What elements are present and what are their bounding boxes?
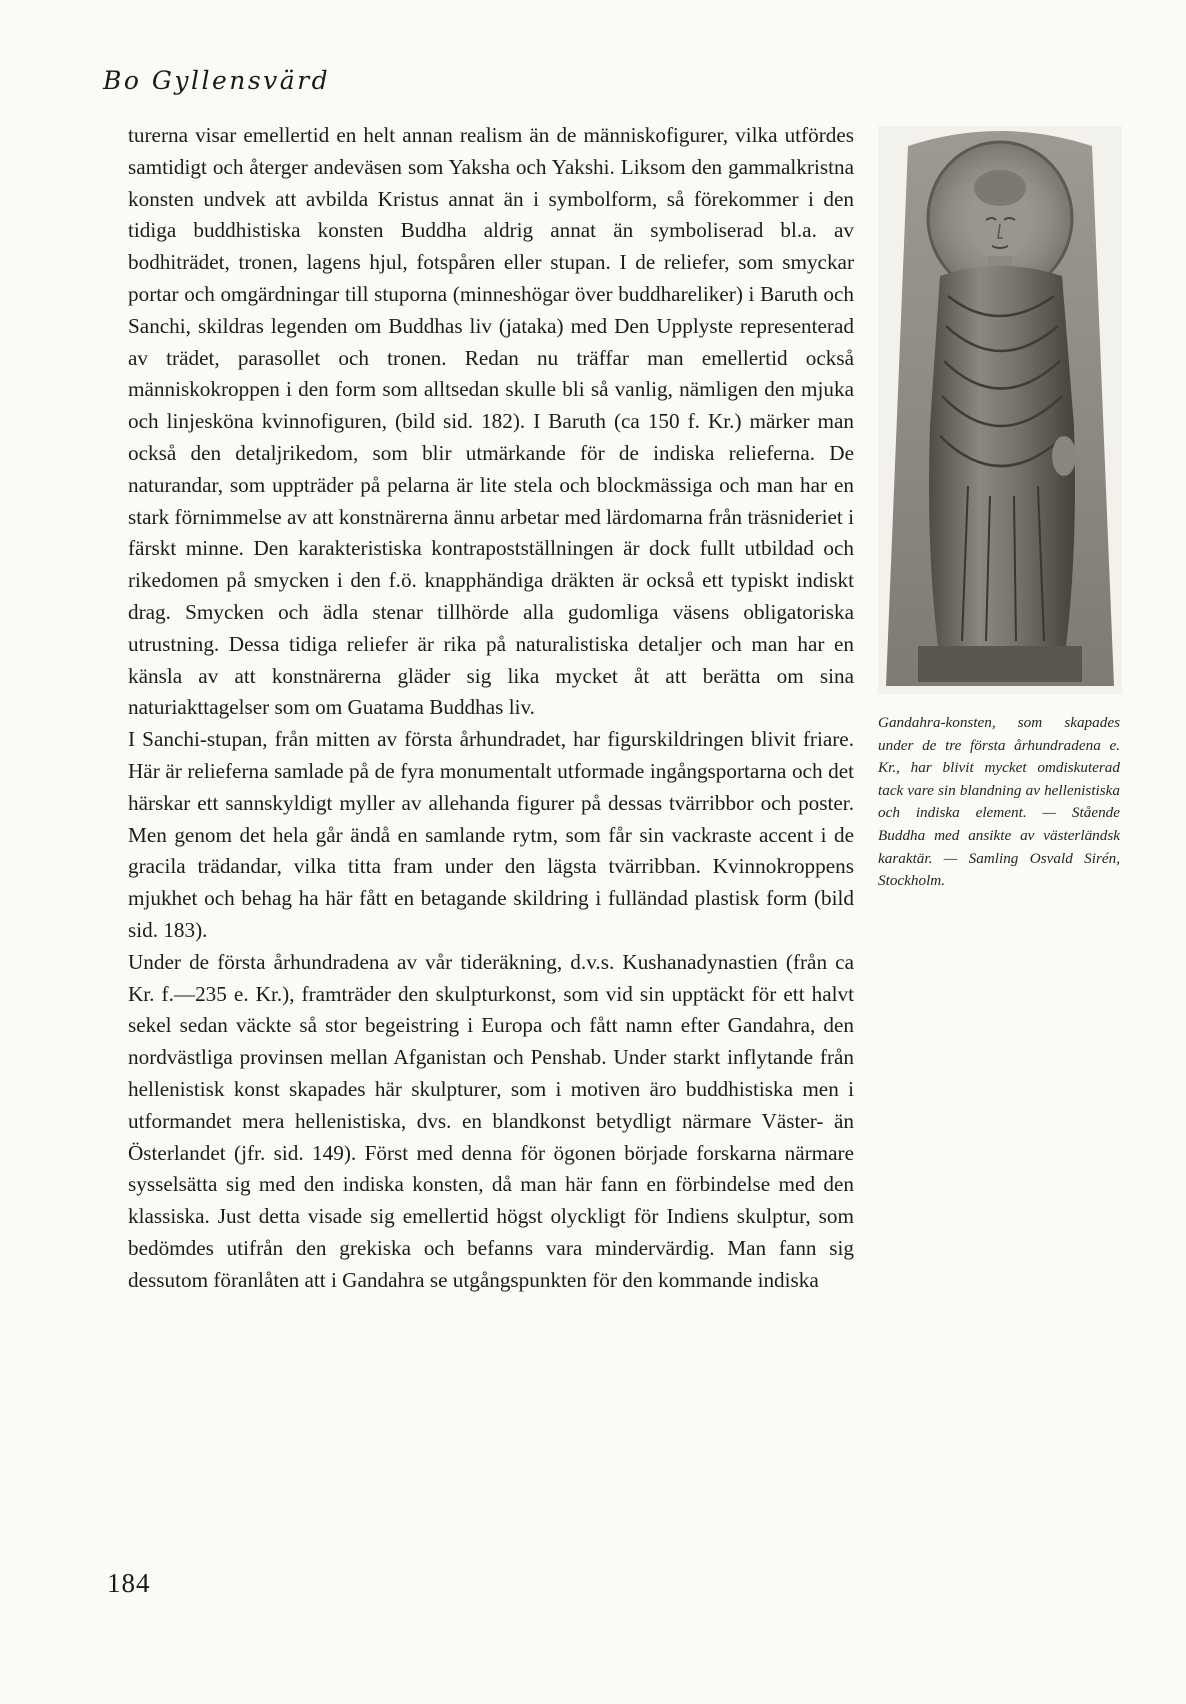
standing-buddha-illustration xyxy=(878,126,1122,694)
paragraph-2: I Sanchi-stupan, från mitten av första århundradet, har figurskildringen blivit friare. Här är relieferna samlade på de fyra monumentalt utformade ingångsportarna och det härskar ett sannskyldigt myller av allehanda figurer på dessas tvärribbor och poster. Men genom det hela går ändå en samlande rytm, som får sin vackraste accent i de gracila trädandar, vilka titta fram under den lägsta tvärribban. Kvinnokroppens mjukhet och behag ha här fått en betagande skildring i fulländad plastisk form (bild sid. 183). xyxy=(128,727,854,942)
body-text xyxy=(128,120,854,1296)
page-number: 184 xyxy=(107,1568,151,1598)
paragraph-1: turerna visar emellertid en helt annan realism än de människofigurer, vilka utfördes samtidigt och återger andeväsen som Yaksha och Yakshi. Liksom den gammalkristna konsten undvek att avbilda Kristus annat än i symbolform, så förekommer i den tidiga buddhistiska konsten Buddha aldrig annat än symboliserad bl.a. av bodhiträdet, tronen, lagens hjul, fotspåren eller stupan. I de reliefer, som smyckar portar och omgärdningar till stuporna (minneshögar över buddhareliker) i Baruth och Sanchi, skildras legenden om Buddhas liv (jataka) med Den Upplyste representerad av trädet, parasollet och tronen. Redan nu träffar man emellertid också människokroppen i den form som alltsedan skulle bli så vanlig, nämligen den mjuka och linjesköna kvinnofiguren, (bild sid. 182). I Baruth (ca 150 f. Kr.) märker man också den detaljrikedom, som blir utmärkande för de indiska relieferna. De naturandar, som uppträder på pelarna är lite stela och blockmässiga och man har en stark förnimmelse av att konstnärerna ännu arbetar med lärdomarna från träsnideriet i färskt minne. Den karakteristiska kontrapostställningen är dock fullt utbildad och rikedomen på smycken i den f.ö. knapphändiga dräkten är också ett typiskt indiskt drag. Smycken och ädla stenar tillhörde alla gudomliga väsens obligatoriska utrustning. Dessa tidiga reliefer är rika på naturalistiska detaljer och man har en känsla av att konstnärerna gläder sig lika mycket åt att berätta om sina naturiakttagelser som om Guatama Buddhas liv. xyxy=(128,123,854,720)
running-head: Bo Gyllensvärd xyxy=(103,66,331,95)
figure-caption: Gandahra-konsten, som skapades under de tre första århundradena e. Kr., har blivit mycket omdiskuterad tack vare sin blandning av hellenistiska och indiska element. — Stående Buddha med ansikte av västerländsk karaktär. — Samling Osvald Sirén, Stockholm. xyxy=(878,714,1120,890)
buddha-sculpture-photo xyxy=(878,126,1122,694)
paragraph-3: Under de första århundradena av vår tideräkning, d.v.s. Kushanadynastien (från ca Kr. f.—235 e. Kr.), framträder den skulpturkonst, som vid sin upptäckt för ett halvt sekel sedan väckte så stor begeistring i Europa och fått namn efter Gandahra, den nordvästliga provinsen mellan Afganistan och Penshab. Under starkt inflytande från hellenistisk konst skapades här skulpturer, som i motiven äro buddhistiska men i utformandet mera hellenistiska, dvs. en blandkonst betydligt närmare Väster- än Österlandet (jfr. sid. 149). Först med denna för ögonen började forskarna närmare sysselsätta sig med den indiska konsten, då man här fann en förbindelse med den klassiska. Just detta visade sig emellertid högst olyckligt för Indiens skulptur, som bedömdes utifrån den grekiska och befanns vara mindervärdig. Man fann sig dessutom föranlåten att i Gandahra se utgångspunkten för den kommande indiska xyxy=(128,949,854,1292)
